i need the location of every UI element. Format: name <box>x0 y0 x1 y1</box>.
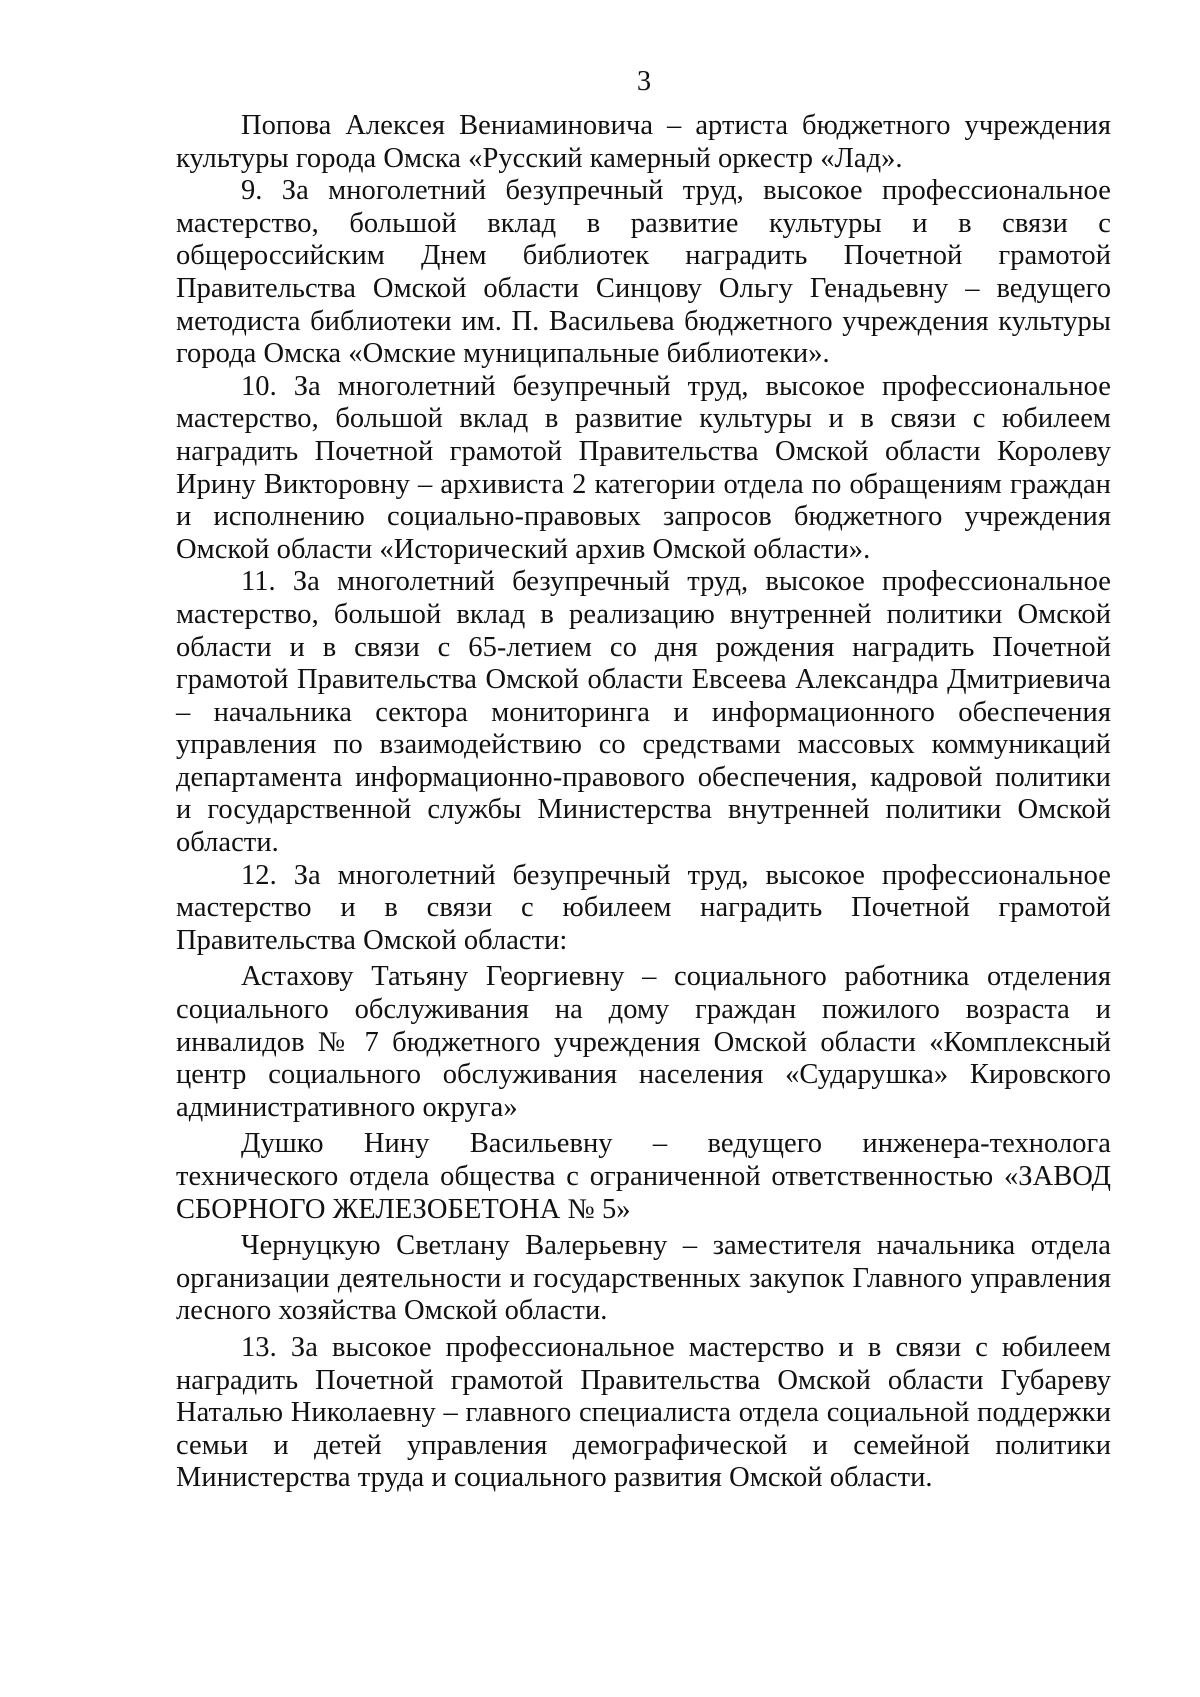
paragraph-popov: Попова Алексея Вениаминовича – артиста бюджетного учреждения культуры города Омска «Русский камерный оркестр «Лад». <box>176 110 1111 174</box>
document-body <box>176 110 1111 1495</box>
page-number: 3 <box>636 66 652 97</box>
paragraph-item-13: 13. За высокое профессиональное мастерство и в связи с юбилеем наградить Почетной грамотой Правительства Омской области Губареву Наталью Николаевну – главного специалиста отдела социальной поддержки семьи и детей управления демографической и семейной политики Министерства труда и социального развития Омской области. <box>176 1331 1111 1494</box>
paragraph-item-11: 11. За многолетний безупречный труд, высокое профессиональное мастерство, большой вклад в реализацию внутренней политики Омской области и в связи с 65-летием со дня рождения наградить Почетной грамотой Правительства Омской области Евсеева Александра Дмитриевича – начальника сектора мониторинга и информационного обеспечения управления по взаимодействию со средствами массовых коммуникаций департамента информационно-правового обеспечения, кадровой политики и государственной службы Министерства внутренней политики Омской области. <box>176 566 1111 859</box>
paragraph-chernutskaya: Чернуцкую Светлану Валерьевну – заместителя начальника отдела организации деятельности и государственных закупок Главного управления лесного хозяйства Омской области. <box>176 1230 1111 1327</box>
paragraph-dushko: Душко Нину Васильевну – ведущего инженера-технолога технического отдела общества с ограниченной ответственностью «ЗАВОД СБОРНОГО ЖЕЛЕЗОБЕТОНА № 5» <box>176 1128 1111 1225</box>
paragraph-astakhova: Астахову Татьяну Георгиевну – социального работника отделения социального обслуживания на дому граждан пожилого возраста и инвалидов № 7 бюджетного учреждения Омской области «Комплексный центр социального обслуживания населения «Сударушка» Кировского административного округа» <box>176 961 1111 1123</box>
paragraph-item-12: 12. За многолетний безупречный труд, высокое профессиональное мастерство и в связи с юбилеем наградить Почетной грамотой Правительства Омской области: <box>176 859 1111 956</box>
paragraph-item-9: 9. За многолетний безупречный труд, высокое профессиональное мастерство, большой вклад в развитие культуры и в связи с общероссийским Днем библиотек наградить Почетной грамотой Правительства Омской области Синцову Ольгу Генадьевну – ведущего методиста библиотеки им. П. Васильева бюджетного учреждения культуры города Омска «Омские муниципальные библиотеки». <box>176 175 1111 370</box>
paragraph-item-10: 10. За многолетний безупречный труд, высокое профессиональное мастерство, большой вклад в развитие культуры и в связи с юбилеем наградить Почетной грамотой Правительства Омской области Королеву Ирину Викторовну – архивиста 2 категории отдела по обращениям граждан и исполнению социально-правовых запросов бюджетного учреждения Омской области «Исторический архив Омской области». <box>176 370 1111 565</box>
